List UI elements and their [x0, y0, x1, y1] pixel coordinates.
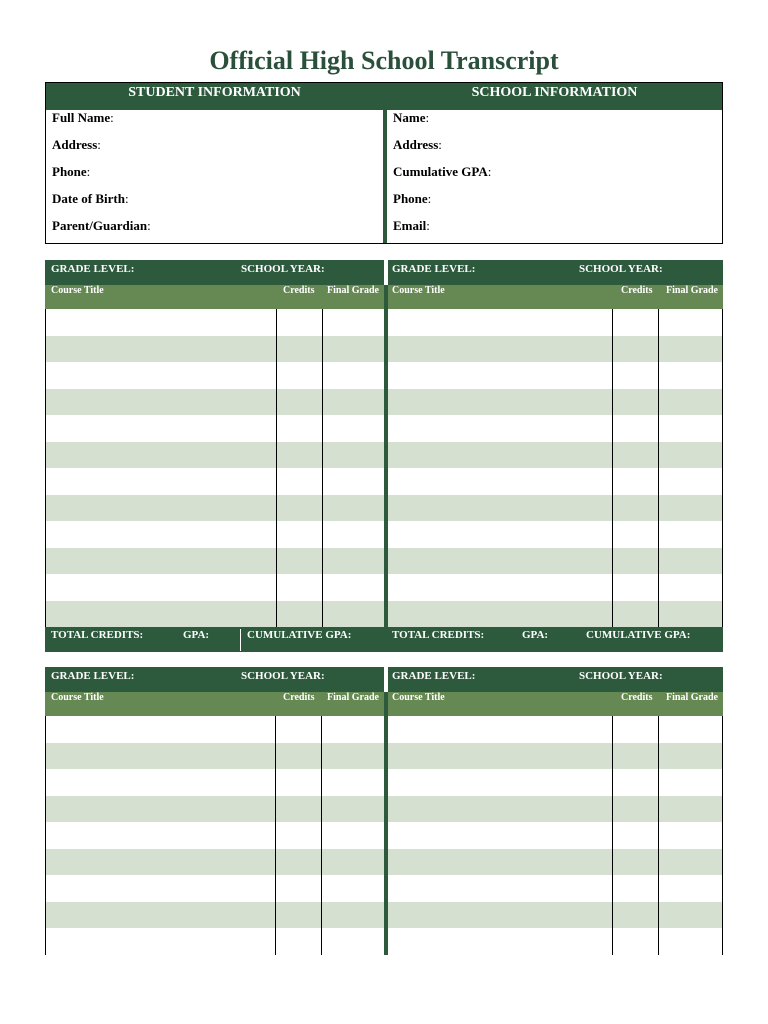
grade-level-bar-left	[45, 260, 384, 285]
totals-separator	[240, 629, 241, 651]
info-table	[45, 82, 723, 244]
grade-level-label: GRADE LEVEL:	[51, 670, 135, 682]
grade-level-bar-left	[45, 667, 384, 692]
grade-level-bar-right	[388, 260, 723, 285]
credits-header: Credits	[621, 692, 653, 703]
column-divider	[275, 716, 276, 955]
course-title-header: Course Title	[392, 692, 445, 703]
school-gpa-field[interactable]: Cumulative GPA:	[393, 164, 492, 179]
totals-bar	[45, 627, 723, 652]
grade-block-1	[45, 260, 723, 652]
school-info-header: SCHOOL INFORMATION	[387, 83, 722, 110]
school-year-label: SCHOOL YEAR:	[579, 670, 663, 682]
column-divider	[322, 309, 323, 627]
student-full-name-field[interactable]: Full Name:	[52, 110, 114, 125]
student-parent-field[interactable]: Parent/Guardian:	[52, 218, 151, 233]
total-credits-label: TOTAL CREDITS:	[51, 629, 144, 641]
grade-level-label: GRADE LEVEL:	[51, 263, 135, 275]
table-border-left	[45, 309, 46, 627]
final-grade-header: Final Grade	[327, 285, 379, 296]
cumulative-gpa-label: CUMULATIVE GPA:	[586, 629, 691, 641]
credits-header: Credits	[621, 285, 653, 296]
gpa-label: GPA:	[522, 629, 549, 641]
course-title-header: Course Title	[392, 285, 445, 296]
total-credits-label: TOTAL CREDITS:	[392, 629, 485, 641]
column-header-right	[388, 692, 723, 716]
student-dob-field[interactable]: Date of Birth:	[52, 191, 129, 206]
column-header-right	[388, 285, 723, 309]
school-fields	[387, 110, 722, 245]
column-header-left	[45, 692, 384, 716]
column-divider	[658, 309, 659, 627]
course-title-header: Course Title	[51, 285, 104, 296]
grade-level-bar-right	[388, 667, 723, 692]
cumulative-gpa-label: CUMULATIVE GPA:	[247, 629, 352, 641]
school-address-field[interactable]: Address:	[393, 137, 442, 152]
table-border-right	[722, 309, 723, 627]
half-divider	[384, 285, 388, 627]
final-grade-header: Final Grade	[666, 692, 718, 703]
column-divider	[658, 716, 659, 955]
column-divider	[612, 309, 613, 627]
grade-level-label: GRADE LEVEL:	[392, 670, 476, 682]
final-grade-header: Final Grade	[327, 692, 379, 703]
table-border-right	[722, 716, 723, 955]
credits-header: Credits	[283, 285, 315, 296]
gpa-label: GPA:	[183, 629, 210, 641]
school-email-field[interactable]: Email:	[393, 218, 430, 233]
half-divider	[384, 692, 388, 955]
student-info-header: STUDENT INFORMATION	[46, 83, 383, 110]
column-header-left	[45, 285, 384, 309]
final-grade-header: Final Grade	[666, 285, 718, 296]
student-phone-field[interactable]: Phone:	[52, 164, 91, 179]
student-fields	[46, 110, 383, 245]
page-title: Official High School Transcript	[209, 46, 559, 75]
school-phone-field[interactable]: Phone:	[393, 191, 432, 206]
credits-header: Credits	[283, 692, 315, 703]
school-year-label: SCHOOL YEAR:	[241, 263, 325, 275]
column-divider	[321, 716, 322, 955]
column-divider	[276, 309, 277, 627]
table-border-left	[45, 716, 46, 955]
grade-block-2	[45, 667, 723, 955]
school-year-label: SCHOOL YEAR:	[579, 263, 663, 275]
column-divider	[612, 716, 613, 955]
school-name-field[interactable]: Name:	[393, 110, 430, 125]
student-address-field[interactable]: Address:	[52, 137, 101, 152]
course-title-header: Course Title	[51, 692, 104, 703]
school-year-label: SCHOOL YEAR:	[241, 670, 325, 682]
grade-level-label: GRADE LEVEL:	[392, 263, 476, 275]
